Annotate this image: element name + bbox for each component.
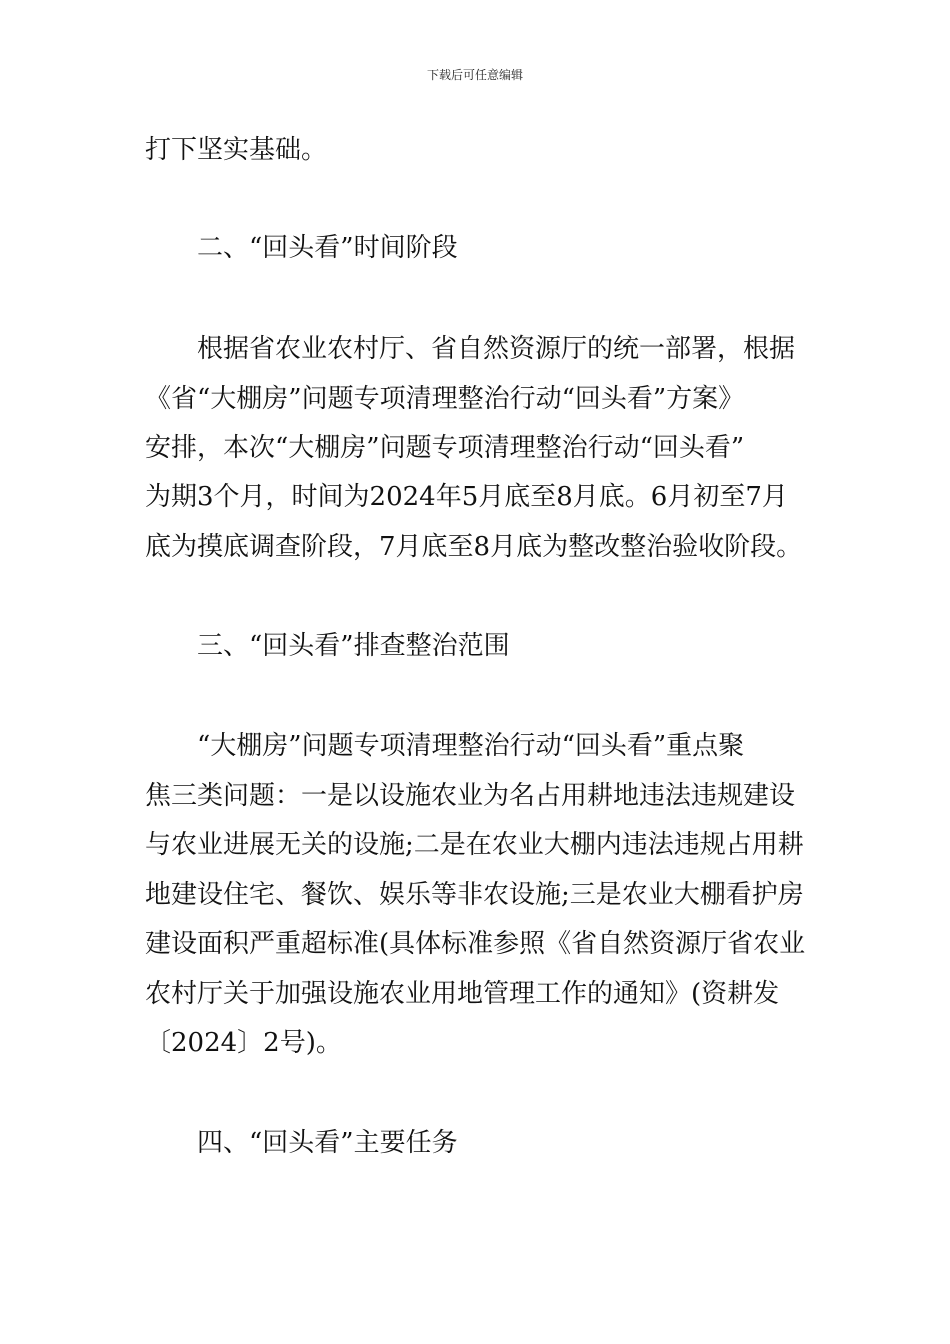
paragraph-line: 安排，本次“大棚房”问题专项清理整治行动“回头看” (145, 433, 745, 463)
paragraph-line: 《省“大棚房”问题专项清理整治行动“回头看”方案》 (145, 384, 745, 414)
paragraph-line: 根据省农业农村厅、省自然资源厅的统一部署，根据 (197, 334, 796, 364)
paragraph-line: 与农业进展无关的设施;二是在农业大棚内违法违规占用耕 (145, 830, 804, 860)
paragraph-line: “大棚房”问题专项清理整治行动“回头看”重点聚 (197, 731, 745, 761)
paragraph-line: 为期3个月，时间为2024年5月底至8月底。6月初至7月 (145, 482, 788, 512)
paragraph-line: 〔2024〕2号)。 (145, 1028, 342, 1058)
paragraph-line: 农村厅关于加强设施农业用地管理工作的通知》(资耕发 (145, 979, 780, 1009)
section-heading: 三、“回头看”排查整治范围 (197, 631, 510, 661)
section-heading: 二、“回头看”时间阶段 (197, 233, 458, 263)
paragraph-line: 地建设住宅、餐饮、娱乐等非农设施;三是农业大棚看护房 (145, 880, 804, 910)
paragraph-line: 焦三类问题：一是以设施农业为名占用耕地违法违规建设 (145, 781, 796, 811)
page-header-note: 下载后可任意编辑 (426, 68, 523, 82)
paragraph-line: 建设面积严重超标准(具体标准参照《省自然资源厅省农业 (145, 929, 806, 959)
paragraph-line: 底为摸底调查阶段，7月底至8月底为整改整治验收阶段。 (145, 532, 803, 562)
paragraph-line: 打下坚实基础。 (145, 135, 328, 165)
section-heading: 四、“回头看”主要任务 (197, 1128, 458, 1158)
